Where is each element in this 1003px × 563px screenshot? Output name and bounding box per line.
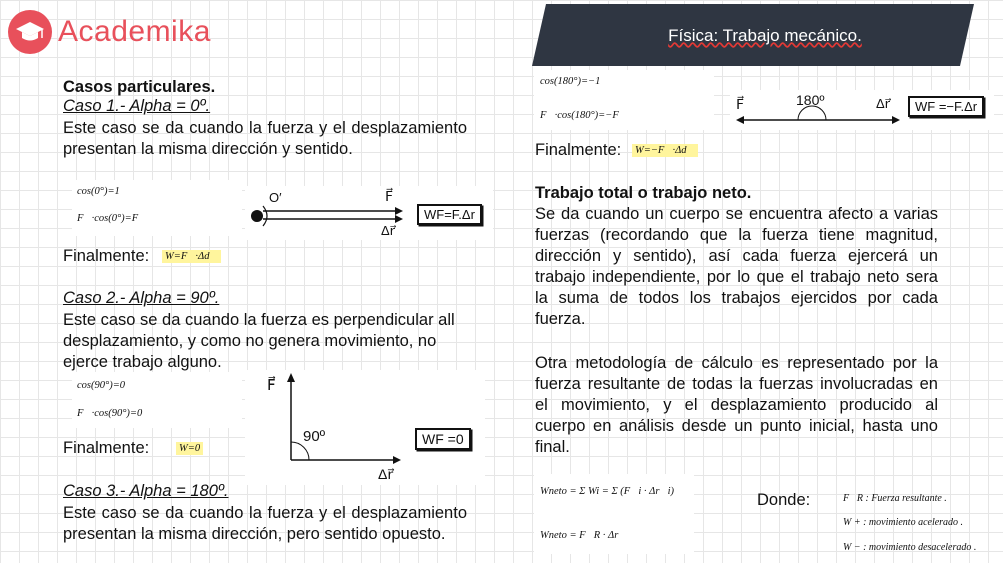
case2-work-formula: WF =0	[415, 428, 471, 450]
section-heading-particular-cases: Casos particulares.	[63, 78, 216, 96]
case1-result: W=F⃗·Δd⃗	[162, 250, 221, 263]
case3-title: Caso 3.- Alpha = 180º.	[63, 482, 229, 500]
graduation-cap-icon	[8, 10, 52, 54]
case3-result: W=−F⃗·Δd⃗	[632, 144, 698, 157]
legend-resultant-force: F⃗R : Fuerza resultante .	[843, 493, 947, 504]
case1-eq2: F⃗·cos(0°)=F⃗	[77, 213, 147, 224]
case3-force-label: F⃗	[736, 96, 745, 112]
case1-diagram	[245, 186, 493, 240]
case3-angle-label: 180º	[796, 92, 825, 108]
case2-force-label: F⃗	[267, 377, 276, 394]
brand-name: Academika	[58, 15, 211, 48]
case2-angle-label: 90º	[303, 428, 326, 445]
case3-equations	[534, 70, 714, 130]
case2-result: W=0	[176, 442, 203, 455]
case2-diagram	[245, 370, 485, 485]
net-work-formula-resultant: Wneto = F⃗R · Δr⃗	[540, 530, 627, 541]
case3-eq1: cos(180°)=−1	[540, 76, 601, 87]
case3-finalmente: Finalmente:	[535, 141, 622, 159]
case1-finalmente: Finalmente:	[63, 247, 150, 265]
case3-work-formula: WF =−F.Δr	[908, 96, 984, 117]
case2-title: Caso 2.- Alpha = 90º.	[63, 289, 220, 307]
net-work-paragraph-2: Otra metodología de cálculo es representado por la fuerza resultante de todas la fuerzas involucradas en el movimiento, y el desplazamiento producido al cuerpo en análisis desde un punto inicial, hasta uno final.	[535, 354, 938, 456]
net-work-paragraph-1: Se da cuando un cuerpo se encuentra afecto a varias fuerzas (recordando que la fuerza tiene magnitud, dirección y sentido), así cada fuerza ejercerá un trabajo independiente, por lo que el trabajo neto sera la suma de todos los trabajos ejercidos por cada fuerza.	[535, 205, 938, 328]
net-work-heading: Trabajo total o trabajo neto.	[535, 184, 752, 202]
case1-text: Este caso se da cuando la fuerza y el desplazamiento presentan la misma dirección y sentido.	[63, 119, 467, 158]
net-work-formula-sum: Wneto = Σ Wi = Σ (F⃗i · Δr⃗i)	[540, 486, 675, 497]
case3-diagram	[730, 90, 994, 130]
brand-logo	[8, 10, 211, 54]
legend-decelerated: W − : movimiento desacelerado .	[843, 542, 977, 553]
case2-equations	[72, 372, 242, 428]
page-title: Física: Trabajo mecánico.	[668, 26, 862, 45]
case2-finalmente: Finalmente:	[63, 439, 150, 457]
case2-eq1: cos(90°)=0	[77, 380, 126, 391]
net-work-formulas	[534, 474, 694, 554]
case1-equations	[72, 180, 242, 236]
case1-work-formula: WF=F.Δr	[417, 204, 482, 225]
case3-eq2: F⃗·cos(180°)=−F⃗	[540, 110, 627, 121]
case3-disp-label: Δr⃗	[876, 96, 891, 111]
case2-disp-label: Δr⃗	[378, 466, 394, 482]
legend-accelerated: W + : movimiento acelerado .	[843, 517, 964, 528]
case1-force-label: F⃗	[385, 188, 394, 204]
case3-text: Este caso se da cuando la fuerza y el desplazamiento presentan la misma dirección, pero sentido opuesto.	[63, 504, 467, 543]
case1-disp-label: Δr⃗	[381, 223, 396, 238]
case2-text: Este caso se da cuando la fuerza es perpendicular all desplazamiento, y como no genera movimiento, no ejerce trabajo alguno.	[63, 311, 455, 371]
case1-eq1: cos(0°)=1	[77, 186, 120, 197]
case1-angle-label: O′	[269, 190, 282, 205]
case2-eq2: F⃗·cos(90°)=0⃗	[77, 408, 151, 419]
donde-label: Donde:	[757, 491, 811, 509]
case1-title: Caso 1.- Alpha = 0º.	[63, 97, 211, 115]
